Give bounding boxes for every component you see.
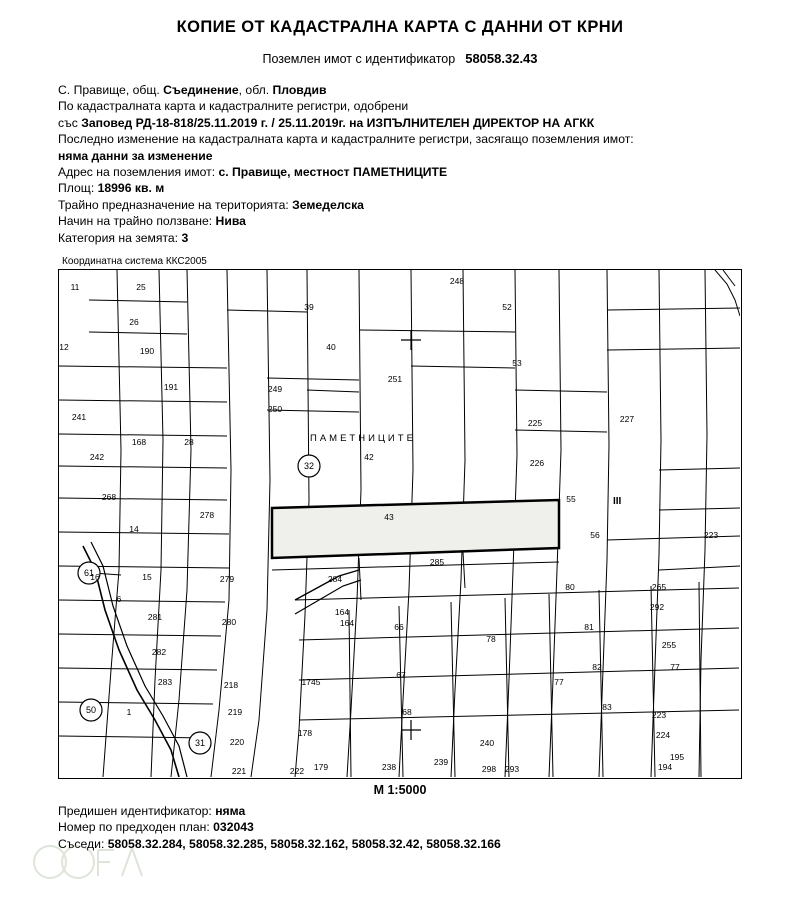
- svg-text:285: 285: [429, 557, 445, 568]
- svg-text:52: 52: [502, 302, 512, 313]
- svg-text:284: 284: [327, 574, 343, 585]
- svg-text:39: 39: [304, 302, 314, 313]
- purpose-value: Земеделска: [292, 197, 364, 212]
- subtitle-label: Поземлен имот с идентификатор: [262, 52, 456, 66]
- area-label: Площ:: [58, 181, 98, 196]
- category-value: 3: [181, 230, 189, 245]
- svg-text:191: 191: [163, 382, 179, 393]
- svg-text:15: 15: [142, 572, 152, 583]
- document-footer: [58, 803, 800, 852]
- svg-text:292: 292: [649, 602, 665, 613]
- svg-text:164: 164: [339, 618, 355, 629]
- province: Пловдив: [272, 83, 327, 97]
- purpose-label: Трайно предназначение на територията:: [58, 197, 293, 212]
- map-scale: М 1:5000: [373, 783, 427, 798]
- prev-id-label: Предишен идентификатор:: [58, 804, 216, 819]
- svg-text:220: 220: [229, 737, 245, 748]
- svg-text:240: 240: [479, 738, 495, 749]
- svg-text:77: 77: [554, 677, 564, 688]
- svg-text:ПАМЕТНИЦИТЕ: ПАМЕТНИЦИТЕ: [310, 433, 416, 445]
- info-order: [58, 115, 800, 131]
- coordinate-system-label: Координатна система ККС2005: [62, 256, 207, 268]
- svg-text:279: 279: [219, 574, 235, 585]
- svg-text:221: 221: [231, 766, 247, 777]
- svg-text:250: 250: [267, 404, 283, 415]
- property-info-block: [58, 82, 800, 246]
- order-prefix: със: [58, 115, 82, 130]
- info-category: [58, 230, 800, 246]
- svg-text:195: 195: [669, 752, 685, 763]
- svg-text:238: 238: [381, 762, 397, 773]
- svg-text:67: 67: [396, 670, 406, 681]
- svg-text:56: 56: [590, 530, 600, 541]
- footer-neighbours: [58, 836, 800, 852]
- svg-text:32: 32: [303, 461, 315, 472]
- info-location: [58, 82, 800, 98]
- svg-text:226: 226: [529, 458, 545, 469]
- svg-text:251: 251: [387, 374, 403, 385]
- svg-text:83: 83: [602, 702, 612, 713]
- prev-plan-label: Номер по предходен план:: [58, 820, 214, 835]
- svg-text:1: 1: [126, 707, 132, 718]
- svg-text:80: 80: [565, 582, 575, 593]
- svg-text:179: 179: [313, 762, 329, 773]
- svg-text:66: 66: [394, 622, 404, 633]
- svg-text:282: 282: [151, 647, 167, 658]
- svg-text:11: 11: [70, 282, 80, 293]
- svg-text:82: 82: [592, 662, 602, 673]
- document-page: [0, 18, 800, 896]
- svg-text:81: 81: [584, 622, 594, 633]
- svg-text:293: 293: [504, 764, 520, 775]
- area-value: 18996 кв. м: [97, 181, 165, 196]
- svg-text:55: 55: [566, 494, 576, 505]
- svg-text:255: 255: [661, 640, 677, 651]
- location-prefix: С. Правище, общ.: [58, 83, 164, 97]
- svg-text:31: 31: [194, 738, 206, 749]
- parcel-identifier: 58058.32.43: [465, 51, 538, 66]
- use-value: Нива: [215, 214, 246, 229]
- document-subtitle: [0, 51, 800, 66]
- svg-text:190: 190: [139, 346, 155, 357]
- order-value: Заповед РД-18-818/25.11.2019 г. / 25.11.2019г. на ИЗПЪЛНИТЕЛЕН ДИРЕКТОР НА АГКК: [81, 115, 595, 130]
- svg-text:227: 227: [619, 414, 635, 425]
- neighbours-label: Съседи:: [58, 836, 108, 851]
- svg-text:225: 225: [527, 418, 543, 429]
- svg-text:224: 224: [655, 730, 671, 741]
- svg-text:278: 278: [199, 510, 215, 521]
- info-last-change-value: няма данни за изменение: [58, 148, 213, 163]
- svg-text:219: 219: [227, 707, 243, 718]
- neighbours-value: 58058.32.284, 58058.32.285, 58058.32.162, 58058.32.42, 58058.32.166: [107, 836, 501, 851]
- svg-text:222: 222: [289, 766, 305, 777]
- svg-text:242: 242: [89, 452, 105, 463]
- svg-text:78: 78: [486, 634, 496, 645]
- info-use: [58, 213, 800, 229]
- info-purpose: [58, 197, 800, 213]
- svg-text:268: 268: [101, 492, 117, 503]
- info-map-line: По кадастралната карта и кадастралните регистри, одобрени: [58, 99, 409, 114]
- svg-text:281: 281: [147, 612, 163, 623]
- svg-text:164: 164: [334, 607, 350, 618]
- svg-text:283: 283: [157, 677, 173, 688]
- municipality: Съединение: [163, 83, 239, 97]
- location-mid: , обл.: [238, 83, 273, 97]
- svg-text:12: 12: [59, 342, 69, 353]
- svg-text:6: 6: [116, 594, 122, 605]
- svg-text:40: 40: [326, 342, 336, 353]
- svg-text:61: 61: [83, 568, 95, 579]
- svg-text:1745: 1745: [301, 677, 321, 688]
- svg-text:42: 42: [364, 452, 374, 463]
- svg-text:III: III: [613, 496, 622, 508]
- use-label: Начин на трайно ползване:: [58, 214, 216, 229]
- svg-text:265: 265: [651, 582, 667, 593]
- svg-text:223: 223: [703, 530, 719, 541]
- svg-text:25: 25: [136, 282, 146, 293]
- category-label: Категория на земята:: [58, 230, 182, 245]
- svg-text:168: 168: [131, 437, 147, 448]
- svg-text:28: 28: [184, 437, 194, 448]
- svg-text:241: 241: [71, 412, 87, 423]
- info-address: [58, 164, 800, 180]
- svg-text:249: 249: [267, 384, 283, 395]
- footer-prev-plan: [58, 819, 800, 835]
- svg-text:26: 26: [129, 317, 139, 328]
- address-value: с. Правище, местност ПАМЕТНИЦИТЕ: [218, 165, 448, 180]
- svg-text:16: 16: [90, 572, 100, 583]
- svg-text:239: 239: [433, 757, 449, 768]
- svg-text:280: 280: [221, 617, 237, 628]
- svg-text:194: 194: [657, 762, 673, 773]
- footer-prev-id: [58, 803, 800, 819]
- prev-plan-value: 032043: [213, 820, 254, 835]
- svg-text:218: 218: [223, 680, 239, 691]
- svg-text:50: 50: [85, 705, 97, 716]
- info-last-change-label: Последно изменение на кадастралната карта и кадастралните регистри, засягащо поземления имот:: [58, 132, 634, 147]
- svg-text:14: 14: [129, 524, 139, 535]
- svg-text:68: 68: [402, 707, 412, 718]
- svg-text:248: 248: [449, 276, 465, 287]
- svg-text:43: 43: [384, 512, 394, 523]
- page-title: КОПИЕ ОТ КАДАСТРАЛНА КАРТА С ДАННИ ОТ КРНИ: [176, 18, 624, 36]
- svg-text:77: 77: [670, 662, 680, 673]
- info-area: [58, 180, 800, 196]
- svg-text:178: 178: [297, 728, 313, 739]
- svg-text:298: 298: [481, 764, 497, 775]
- prev-id-value: няма: [215, 804, 246, 819]
- address-label: Адрес на поземления имот:: [58, 165, 219, 180]
- svg-text:53: 53: [512, 358, 522, 369]
- svg-text:223: 223: [651, 710, 667, 721]
- cadastral-map: [58, 269, 742, 779]
